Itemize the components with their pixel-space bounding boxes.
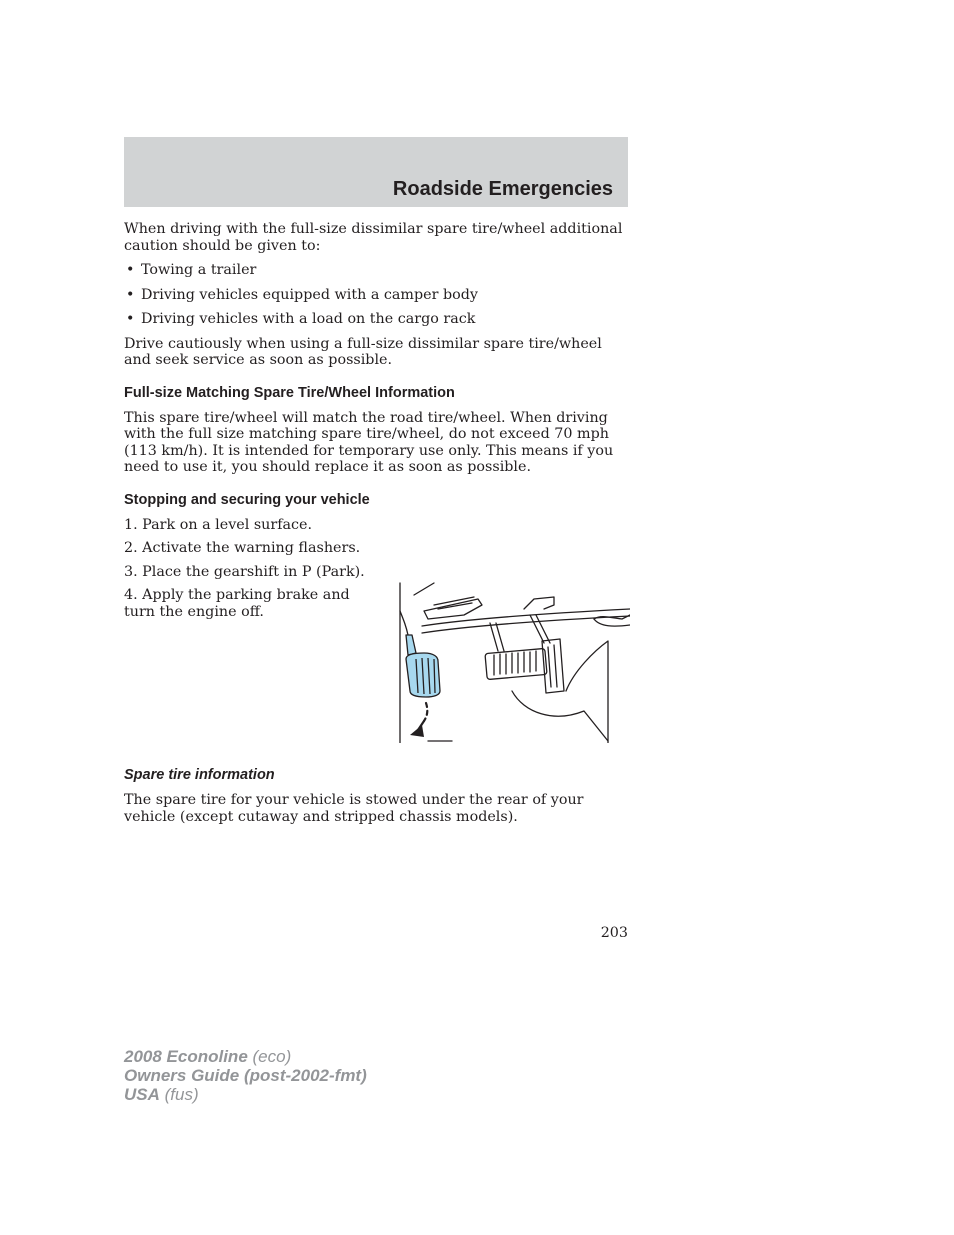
section-title: Roadside Emergencies	[392, 178, 613, 200]
parking-brake-pedal-illustration	[394, 581, 630, 743]
step-item: 1. Park on a level surface.	[124, 516, 313, 533]
caution-closing: Drive cautiously when using a full-size dissimilar spare tire/wheel and seek service as soon as possible.	[124, 335, 602, 368]
step-item: 4. Apply the parking brake and turn the engine off.	[124, 587, 350, 620]
page-number: 203	[600, 925, 628, 941]
stopping-steps	[124, 517, 628, 581]
step-item: 2. Activate the warning flashers.	[124, 540, 361, 556]
page-content	[124, 221, 628, 833]
spare-tire-heading: Spare tire information	[124, 767, 275, 783]
step-item: 3. Place the gearshift in P (Park).	[124, 563, 365, 580]
footer-market-code: (fus)	[164, 1085, 199, 1104]
spare-tire-paragraph: The spare tire for your vehicle is stowed under the rear of your vehicle (except cutaway and stripped chassis models).	[124, 792, 584, 825]
footer-line-3	[124, 1085, 367, 1104]
step-with-illustration	[124, 587, 628, 751]
intro-paragraph: When driving with the full-size dissimilar spare tire/wheel additional caution should be given to:	[124, 221, 623, 254]
matching-spare-paragraph: This spare tire/wheel will match the road tire/wheel. When driving with the full size matching spare tire/wheel, do not exceed 70 mph (113 km/h). It is intended for temporary use only. This means if you need to use it, you should replace it as soon as possible.	[124, 409, 614, 475]
footer-guide: Owners Guide (post-2002-fmt)	[124, 1066, 367, 1085]
document-footer	[124, 1047, 367, 1104]
footer-model-code: (eco)	[252, 1047, 292, 1066]
footer-line-1	[124, 1047, 367, 1066]
list-item: • Driving vehicles equipped with a camper body	[124, 287, 628, 304]
footer-model: 2008 Econoline	[124, 1047, 248, 1066]
caution-list	[124, 262, 628, 328]
list-item: • Towing a trailer	[124, 262, 628, 279]
matching-spare-heading: Full-size Matching Spare Tire/Wheel Information	[124, 384, 455, 401]
list-item: • Driving vehicles with a load on the cargo rack	[124, 311, 628, 328]
section-header-band	[124, 137, 628, 207]
footer-market: USA	[124, 1085, 160, 1104]
stopping-heading: Stopping and securing your vehicle	[124, 491, 370, 508]
footer-line-2	[124, 1066, 367, 1085]
